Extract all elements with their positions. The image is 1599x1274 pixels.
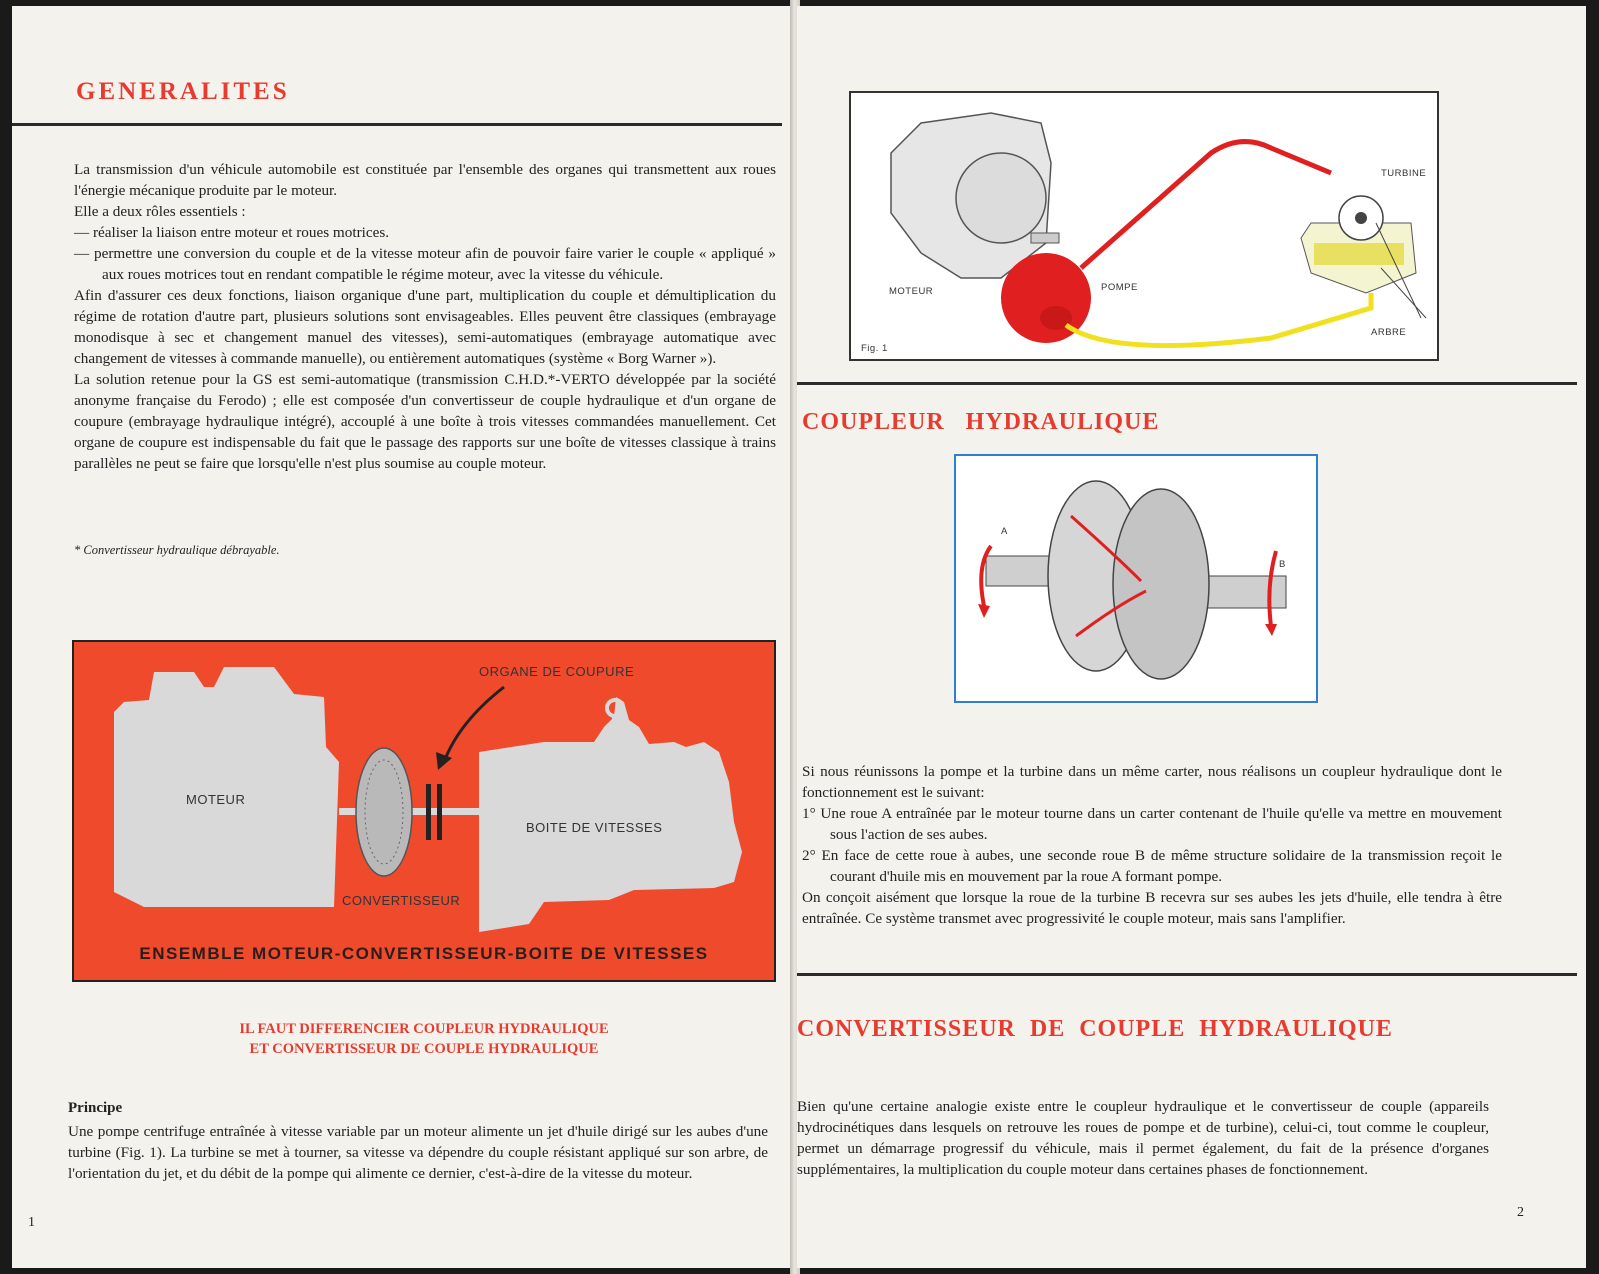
rule-top-right bbox=[797, 382, 1577, 385]
label-b: B bbox=[1279, 559, 1286, 570]
notice-line-1: IL FAUT DIFFERENCIER COUPLEUR HYDRAULIQUE bbox=[239, 1021, 609, 1037]
label-organe-de-coupure: ORGANE DE COUPURE bbox=[479, 664, 635, 679]
page-number-right: 2 bbox=[1517, 1205, 1524, 1220]
coupleur-conclusion: On conçoit aisément que lorsque la roue de la turbine B recevra sur ses aubes les jets d'huile, elle tendra à être entraînée. Ce système transmet avec progressivité le couple moteur, mais sans l'amplifier. bbox=[802, 889, 1502, 927]
coupleur-item-2: 2° En face de cette roue à aubes, une seconde roue B de même structure solidaire de la transmission reçoit le courant d'huile mis en mouvement par la roue A formant pompe. bbox=[802, 847, 1502, 885]
converter-wheel bbox=[356, 748, 412, 876]
notice-line-2: ET CONVERTISSEUR DE COUPLE HYDRAULIQUE bbox=[249, 1041, 599, 1057]
return-pipe bbox=[1066, 293, 1371, 346]
role-item-2: — permettre une conversion du couple et de la vitesse moteur afin de pouvoir faire varier le couple « appliqué » aux roues motrices tout en rendant compatible le régime moteur, avec la vitesse du véhicule. bbox=[74, 245, 776, 283]
coupler-figure bbox=[954, 454, 1318, 703]
label-a: A bbox=[1001, 526, 1008, 537]
coupleur-text bbox=[802, 761, 1502, 929]
role-item-1: — réaliser la liaison entre moteur et roues motrices. bbox=[74, 224, 390, 241]
figure-caption: ENSEMBLE MOTEUR-CONVERTISSEUR-BOITE DE VITESSES bbox=[139, 944, 709, 963]
label-pompe: POMPE bbox=[1101, 282, 1138, 293]
engine-silhouette bbox=[114, 667, 339, 907]
coupleur-item-1: 1° Une roue A entraînée par le moteur tourne dans un carter contenant de l'huile qu'elle va mettre en mouvement sous l'action de ses aubes. bbox=[802, 805, 1502, 843]
coupleur-intro: Si nous réunissons la pompe et la turbine dans un même carter, nous réalisons un coupleur hydraulique dont le fonctionnement est le suivant: bbox=[802, 763, 1502, 801]
right-page bbox=[797, 6, 1586, 1268]
rule-middle-right bbox=[797, 973, 1577, 976]
section-title-coupleur: COUPLEUR HYDRAULIQUE bbox=[802, 409, 1160, 435]
label-boite-de-vitesses: BOITE DE VITESSES bbox=[526, 820, 663, 835]
wheel-b bbox=[1113, 489, 1209, 679]
label-convertisseur: CONVERTISSEUR bbox=[342, 893, 461, 908]
label-moteur: MOTEUR bbox=[186, 792, 246, 807]
figure-1-pump-turbine bbox=[849, 91, 1439, 361]
gs-solution-paragraph: La solution retenue pour la GS est semi-automatique (transmission C.H.D.*-VERTO développée par la société anonyme française du Ferodo) ; elle est composée d'un convertisseur de couple hydraulique et d'un organe de coupure (embrayage hydraulique intégré), accouplé à une boîte à trois vitesses commandées manuellement. Cet organe de coupure est indispensable du fait que le passage des rapports sur une boîte de vitesses classique à trains parallèles ne peut se faire que lorsqu'elle n'est plus soumise au couple moteur. bbox=[74, 371, 776, 472]
page-number-left: 1 bbox=[28, 1215, 35, 1230]
label-arbre: ARBRE bbox=[1371, 327, 1407, 338]
solutions-paragraph: Afin d'assurer ces deux fonctions, liaison organique d'une part, multiplication du couple et démultiplication du régime de rotation d'autre part, plusieurs solutions sont envisageables. Elles peuvent être classiques (embrayage monodisque à sec et changement manuel des vitesses), semi-automatiques (embrayage automatique avec changement de vitesses à commande manuelle), ou entièrement automatiques (système « Borg Warner »). bbox=[74, 287, 776, 367]
clutch-plate-1 bbox=[426, 784, 431, 840]
generalites-text bbox=[74, 159, 776, 474]
section-title-convertisseur: CONVERTISSEUR DE COUPLE HYDRAULIQUE bbox=[797, 1016, 1393, 1042]
label-fig-1: Fig. 1 bbox=[861, 343, 888, 354]
principe-heading: Principe bbox=[68, 1100, 123, 1116]
intro-paragraph: La transmission d'un véhicule automobile est constituée par l'ensemble des organes qui transmettent aux roues l'énergie mécanique produite par le moteur. bbox=[74, 161, 776, 199]
gearbox-silhouette bbox=[479, 697, 742, 932]
footnote: * Convertisseur hydraulique débrayable. bbox=[74, 543, 280, 557]
section-title-generalites: GENERALITES bbox=[76, 78, 290, 105]
differentiate-notice bbox=[72, 1019, 776, 1059]
coupler-drawing bbox=[956, 456, 1316, 701]
header-rule bbox=[12, 123, 782, 126]
pressure-pipe bbox=[1081, 142, 1331, 268]
engine-converter-gearbox-figure bbox=[72, 640, 776, 982]
principe-text: Une pompe centrifuge entraînée à vitesse variable par un moteur alimente un jet d'huile dirigé sur les aubes d'une turbine (Fig. 1). La turbine se met à tourner, sa vitesse va dépendre du couple résistant appliqué sur son arbre, de l'orientation du jet, et du débit de la pompe qui alimente ce dernier, c'est-à-dire de la vitesse du moteur. bbox=[68, 1123, 768, 1182]
label-turbine: TURBINE bbox=[1381, 168, 1427, 179]
intro-roles-lead: Elle a deux rôles essentiels : bbox=[74, 203, 246, 220]
label-moteur-fig1: MOTEUR bbox=[889, 286, 934, 297]
left-page bbox=[12, 6, 794, 1268]
convertisseur-text: Bien qu'une certaine analogie existe entre le coupleur hydraulique et le convertisseur de couple (appareils hydrocinétiques dans lesquels on retrouve les roues de pompe et de turbine), celui-ci, tout comme le coupleur, permet un démarrage progressif du véhicule, mais il permet également, du fait de la présence d'organes supplémentaires, la multiplication du couple moteur dans certaines phases de fonctionnement. bbox=[797, 1098, 1489, 1178]
clutch-plate-2 bbox=[437, 784, 442, 840]
pump-turbine-drawing bbox=[851, 93, 1437, 359]
